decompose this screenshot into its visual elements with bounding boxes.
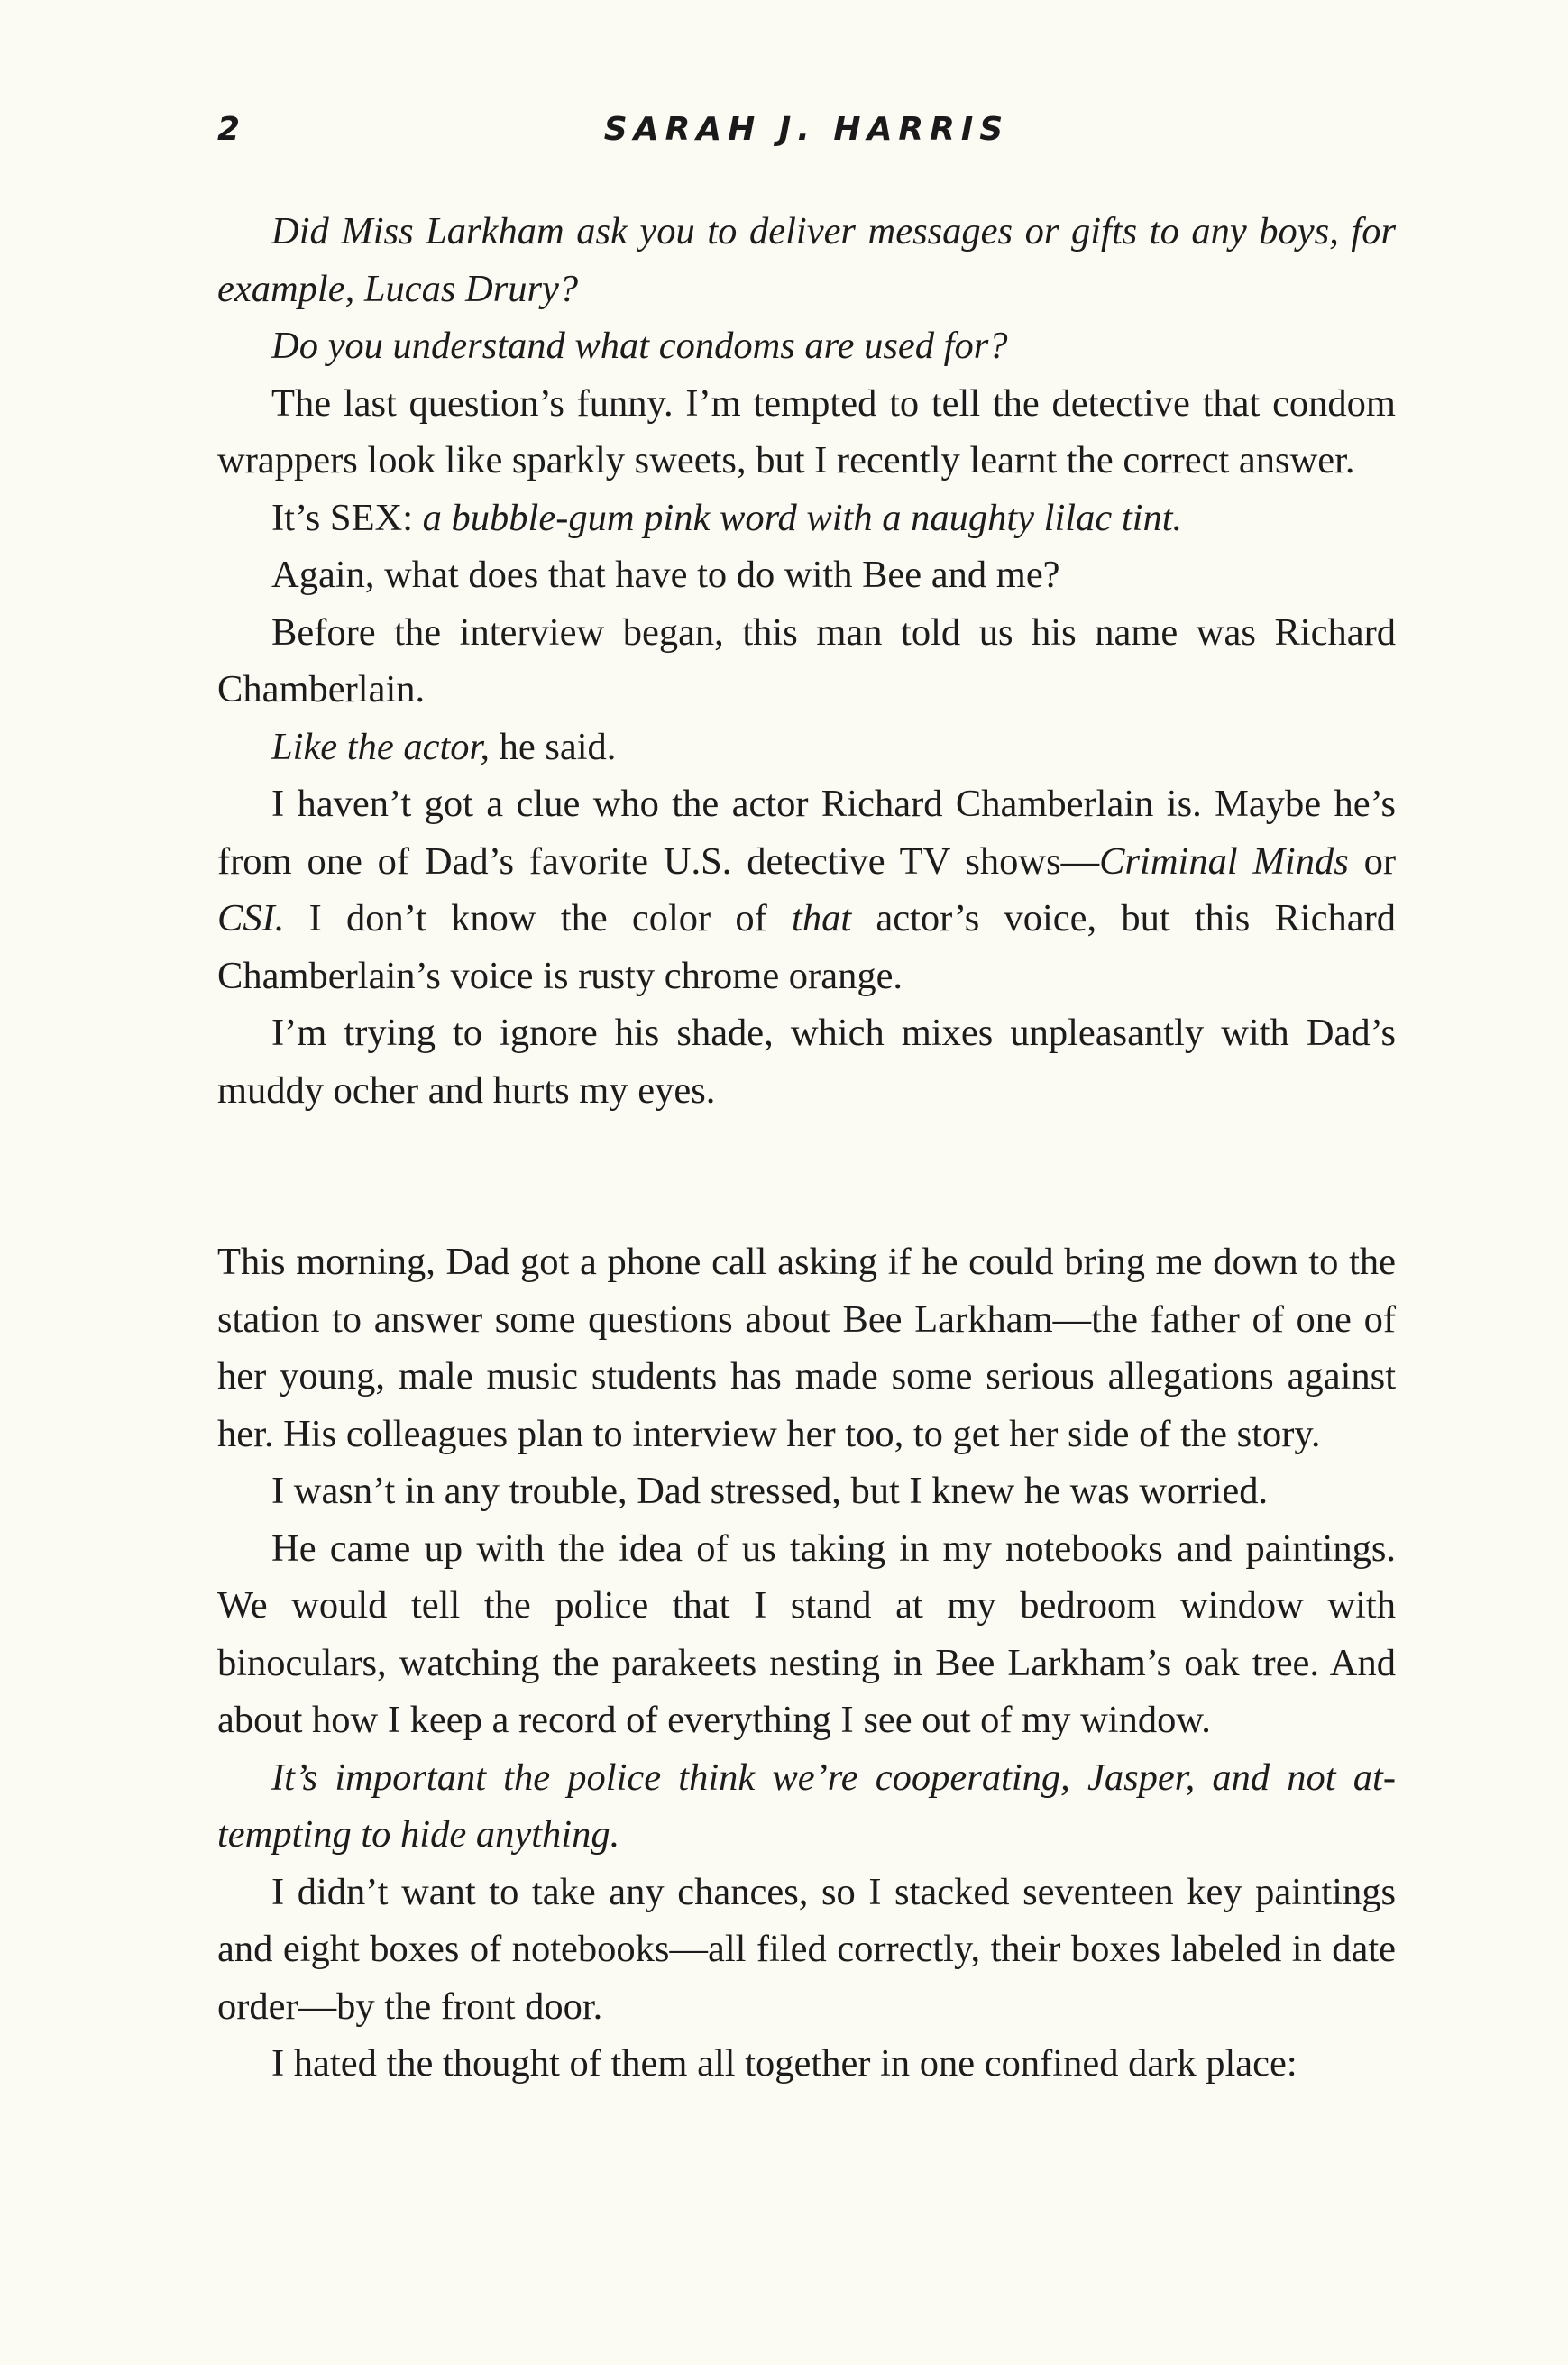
paragraph	[217, 546, 1396, 604]
text-run: The last question’s funny. I’m tempted to tell the detective that condom wrappers look like sparkly sweets, but I recently learnt the correct answer.	[217, 381, 1396, 481]
text-run: Again, what does that have to do with Bee and me?	[271, 554, 1060, 596]
paragraph	[217, 1520, 1396, 1749]
italic-text: It’s important the police think we’re cooperating, Jasper, and not attempting to hide anything.	[217, 1755, 1396, 1856]
italic-text: that	[792, 897, 852, 940]
text-run: actor’s voice, but this Richard Chamberlain’s voice is rusty chrome orange.	[217, 897, 1396, 997]
paragraph	[217, 1004, 1396, 1119]
paragraph	[217, 317, 1396, 375]
page-number: 2	[217, 111, 243, 148]
paragraph	[217, 1462, 1396, 1520]
text-run: He came up with the idea of us taking in my notebooks and paintings. We would tell the police that I stand at my bedroom window with binoculars, watching the parakeets nesting in Bee Larkham’s oak tree. And about how I keep a record of everything I see out of my window.	[217, 1526, 1396, 1741]
paragraph	[217, 203, 1396, 317]
text-run: I haven’t got a clue who the actor Richard Chamberlain is. Maybe he’s from one of Dad’s favorite U.S. detective TV shows—	[217, 783, 1396, 883]
text-run: he said.	[489, 725, 617, 768]
italic-text: Criminal Minds	[1099, 839, 1349, 883]
text-run: I didn’t want to take any chances, so I stacked seventeen key paintings and eight boxes of notebooks—all filed correctly, their boxes labeled in date order—by the front door.	[217, 1870, 1396, 2028]
italic-text: CSI.	[217, 897, 285, 940]
italic-text: a bubble-gum pink word with a naughty lilac tint.	[422, 496, 1183, 539]
paragraph	[217, 1233, 1396, 1462]
author-name: SARAH J. HARRIS	[603, 111, 1010, 148]
paragraph	[217, 775, 1396, 1004]
running-head	[217, 104, 1396, 158]
paragraph	[217, 1864, 1396, 2036]
italic-text: Do you understand what condoms are used for?	[271, 325, 1008, 367]
text-run: or	[1348, 839, 1396, 883]
text-run: I hated the thought of them all together in one confined dark place:	[271, 2042, 1297, 2085]
text-run: Before the interview began, this man told us his name was Richard Chamberlain.	[217, 610, 1396, 710]
paragraph	[217, 490, 1396, 547]
book-page	[217, 104, 1396, 2093]
paragraph	[217, 1749, 1396, 1864]
text-run: It’s SEX:	[271, 496, 423, 539]
text-run: I don’t know the color of	[284, 897, 793, 940]
body-text	[217, 203, 1396, 2093]
italic-text: Like the actor,	[271, 725, 490, 768]
text-run: This morning, Dad got a phone call asking if he could bring me down to the station to answer some questions about Bee Larkham—the father of one of her young, male music students has made some serious allegations against her. His colleagues plan to interview her too, to get her side of the story.	[217, 1241, 1396, 1455]
paragraph	[217, 719, 1396, 776]
text-run: I wasn’t in any trouble, Dad stressed, but I knew he was worried.	[271, 1470, 1269, 1512]
italic-text: Did Miss Larkham ask you to deliver messages or gifts to any boys, for example, Lucas Drury?	[217, 210, 1396, 310]
paragraph	[217, 375, 1396, 490]
text-run: I’m trying to ignore his shade, which mixes unpleasantly with Dad’s muddy ocher and hurts my eyes.	[217, 1012, 1396, 1112]
paragraph	[217, 604, 1396, 719]
paragraph	[217, 2035, 1396, 2093]
